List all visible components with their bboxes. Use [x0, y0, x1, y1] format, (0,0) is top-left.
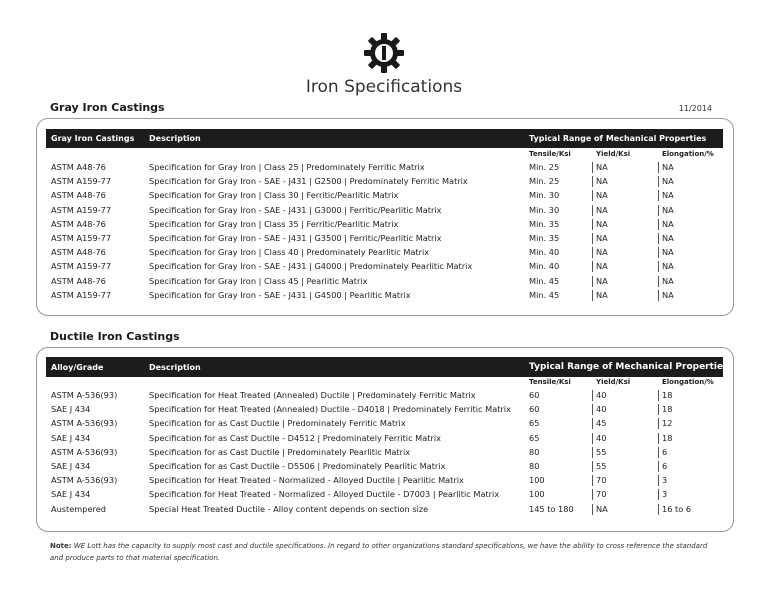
cell-grade: ASTM A159-77: [51, 176, 112, 187]
column-divider: [592, 390, 593, 401]
cell-yield: NA: [596, 162, 608, 172]
column-divider: [592, 504, 593, 515]
column-divider: [658, 162, 659, 173]
table-row: [0, 231, 768, 245]
cell-yield: NA: [596, 176, 608, 187]
ductile-table-header: [46, 357, 729, 377]
cell-yield: 70: [596, 489, 607, 500]
cell-elongation: 6: [662, 446, 668, 457]
cell-elongation: 12: [662, 418, 673, 429]
cell-grade: ASTM A159-77: [51, 261, 112, 272]
cell-elongation: NA: [662, 261, 674, 272]
cell-grade: SAE J 434: [51, 404, 91, 415]
cell-yield: NA: [596, 218, 608, 229]
column-divider: [658, 233, 659, 244]
cell-grade: SAE J 434: [51, 489, 91, 500]
ductile-subheader-tensile: Tensile/Ksi: [529, 378, 571, 386]
cell-elongation: NA: [662, 247, 674, 258]
cell-tensile: Min. 45: [529, 275, 560, 286]
cell-grade: ASTM A-536(93): [51, 418, 118, 429]
column-divider: [658, 247, 659, 258]
column-divider: [592, 261, 593, 272]
cell-tensile: Min. 30: [529, 190, 560, 201]
cell-description: Specification for Gray Iron - SAE - J431 | G4000 | Predominately Pearlitic Matrix: [149, 261, 473, 272]
column-divider: [592, 205, 593, 216]
table-row: [0, 502, 768, 516]
column-divider: [658, 176, 659, 187]
cell-grade: ASTM A159-77: [51, 233, 112, 243]
cell-elongation: NA: [662, 162, 674, 172]
cell-description: Specification for Gray Iron | Class 35 | Ferritic/Pearlitic Matrix: [149, 218, 399, 229]
table-row: [0, 459, 768, 473]
gray-subheader-tensile: Tensile/Ksi: [529, 150, 571, 158]
column-divider: [592, 433, 593, 444]
gray-subheader-elongation: Elongation/%: [662, 150, 714, 158]
cell-description: Specification for Gray Iron - SAE - J431 | G4500 | Pearlitic Matrix: [149, 289, 411, 300]
cell-yield: 55: [596, 446, 607, 457]
table-row: [0, 188, 768, 202]
cell-tensile: 65: [529, 432, 540, 443]
column-divider: [658, 461, 659, 472]
cell-elongation: NA: [662, 204, 674, 215]
cell-description: Specification for Heat Treated (Annealed) Ductile - D4018 | Predominately Ferritic Matrix: [149, 404, 511, 415]
ductile-header-description: Description: [149, 363, 201, 372]
column-divider: [592, 475, 593, 486]
cell-yield: NA: [596, 247, 608, 258]
footnote: [50, 540, 720, 564]
table-row: [0, 203, 768, 217]
column-divider: [592, 447, 593, 458]
cell-yield: 55: [596, 461, 607, 471]
column-divider: [592, 162, 593, 173]
column-divider: [658, 447, 659, 458]
column-divider: [658, 276, 659, 287]
column-divider: [658, 433, 659, 444]
cell-elongation: 16 to 6: [662, 503, 692, 514]
cell-yield: NA: [596, 190, 608, 201]
column-divider: [592, 276, 593, 287]
gray-header-grade: Gray Iron Castings: [51, 134, 135, 143]
cell-yield: 45: [596, 418, 607, 429]
cell-description: Specification for Gray Iron | Class 45 | Pearlitic Matrix: [149, 275, 368, 286]
column-divider: [592, 247, 593, 258]
cell-tensile: Min. 35: [529, 233, 560, 243]
cell-yield: 40: [596, 432, 607, 443]
column-divider: [658, 418, 659, 429]
table-row: [0, 445, 768, 459]
gray-header-properties: Typical Range of Mechanical Properties: [529, 134, 707, 143]
table-row: [0, 217, 768, 231]
column-divider: [592, 219, 593, 230]
column-divider: [658, 404, 659, 415]
column-divider: [592, 404, 593, 415]
cell-yield: 40: [596, 390, 607, 400]
cell-description: Specification for Heat Treated (Annealed) Ductile | Predominately Ferritic Matrix: [149, 390, 476, 400]
cell-yield: NA: [596, 289, 608, 300]
cell-tensile: 145 to 180: [529, 503, 574, 514]
column-divider: [592, 418, 593, 429]
gray-subheader-yield: Yield/Ksi: [596, 150, 631, 158]
cell-grade: SAE J 434: [51, 461, 91, 471]
cell-tensile: 80: [529, 446, 540, 457]
cell-description: Specification for Gray Iron - SAE - J431 | G2500 | Predominately Ferritic Matrix: [149, 176, 468, 187]
cell-tensile: 65: [529, 418, 540, 429]
cell-tensile: 60: [529, 390, 540, 400]
cell-elongation: NA: [662, 190, 674, 201]
cell-elongation: 18: [662, 390, 673, 400]
cell-elongation: NA: [662, 233, 674, 243]
cell-description: Specification for Gray Iron - SAE - J431 | G3000 | Ferritic/Pearlitic Matrix: [149, 204, 442, 215]
gray-header-description: Description: [149, 134, 201, 143]
cell-tensile: Min. 40: [529, 247, 560, 258]
cell-grade: ASTM A159-77: [51, 204, 112, 215]
cell-description: Special Heat Treated Ductile - Alloy content depends on section size: [149, 503, 429, 514]
cell-elongation: NA: [662, 176, 674, 187]
table-row: [0, 388, 768, 402]
cell-grade: SAE J 434: [51, 432, 91, 443]
document-title: Iron Specifications: [305, 77, 463, 97]
cell-elongation: 18: [662, 432, 673, 443]
cell-grade: ASTM A48-76: [51, 162, 106, 172]
cell-elongation: 3: [662, 475, 668, 486]
cell-grade: ASTM A48-76: [51, 190, 106, 201]
cell-elongation: NA: [662, 275, 674, 286]
cell-yield: 70: [596, 475, 607, 486]
ductile-subheader-elongation: Elongation/%: [662, 378, 714, 386]
table-row: [0, 473, 768, 487]
column-divider: [592, 489, 593, 500]
column-divider: [658, 290, 659, 301]
column-divider: [658, 190, 659, 201]
table-row: [0, 288, 768, 302]
table-row: [0, 487, 768, 501]
cell-yield: NA: [596, 233, 608, 243]
table-row: [0, 259, 768, 273]
column-divider: [658, 390, 659, 401]
cell-description: Specification for as Cast Ductile - D4512 | Predominately Ferritic Matrix: [149, 432, 441, 443]
table-row: [0, 274, 768, 288]
cell-description: Specification for Gray Iron - SAE - J431 | G3500 | Ferritic/Pearlitic Matrix: [149, 233, 442, 243]
column-divider: [658, 261, 659, 272]
column-divider: [592, 176, 593, 187]
column-divider: [592, 190, 593, 201]
table-row: [0, 160, 768, 174]
column-divider: [658, 504, 659, 515]
cell-description: Specification for as Cast Ductile | Predominately Ferritic Matrix: [149, 418, 406, 429]
cell-elongation: NA: [662, 218, 674, 229]
cell-tensile: 100: [529, 489, 545, 500]
cell-grade: ASTM A48-76: [51, 247, 106, 258]
cell-tensile: Min. 35: [529, 218, 560, 229]
cell-tensile: Min. 45: [529, 289, 560, 300]
document-date: 11/2014: [678, 104, 712, 113]
cell-grade: ASTM A48-76: [51, 218, 106, 229]
table-row: [0, 416, 768, 430]
cell-elongation: 6: [662, 461, 668, 471]
footnote-text: WE Lott has the capacity to supply most cast and ductile specifications. In regard to other organizations standard specifications, we have the ability to cross reference the standard and produce parts to that material specification.: [50, 542, 708, 562]
cell-grade: ASTM A-536(93): [51, 475, 118, 486]
cell-tensile: 60: [529, 404, 540, 415]
footnote-label: Note:: [50, 542, 72, 550]
ductile-section-heading: Ductile Iron Castings: [50, 330, 180, 343]
column-divider: [592, 233, 593, 244]
gray-section-heading: Gray Iron Castings: [50, 101, 165, 114]
column-divider: [658, 219, 659, 230]
table-row: [0, 431, 768, 445]
cell-description: Specification for Gray Iron | Class 30 | Ferritic/Pearlitic Matrix: [149, 190, 399, 201]
cell-grade: ASTM A159-77: [51, 289, 112, 300]
cell-description: Specification for as Cast Ductile | Predominately Pearlitic Matrix: [149, 446, 411, 457]
table-row: [0, 174, 768, 188]
cell-yield: 40: [596, 404, 607, 415]
table-row: [0, 402, 768, 416]
cell-elongation: 18: [662, 404, 673, 415]
cell-description: Specification for as Cast Ductile - D5506 | Predominately Pearlitic Matrix: [149, 461, 446, 471]
column-divider: [658, 475, 659, 486]
cell-tensile: Min. 40: [529, 261, 560, 272]
cell-yield: NA: [596, 204, 608, 215]
cell-description: Specification for Heat Treated - Normalized - Alloyed Ductile | Pearlitic Matrix: [149, 475, 464, 486]
cell-tensile: Min. 30: [529, 204, 560, 215]
cell-tensile: Min. 25: [529, 162, 560, 172]
column-divider: [592, 290, 593, 301]
cell-yield: NA: [596, 261, 608, 272]
cell-description: Specification for Gray Iron | Class 40 | Predominately Pearlitic Matrix: [149, 247, 430, 258]
cell-grade: ASTM A48-76: [51, 275, 106, 286]
cell-yield: NA: [596, 503, 608, 514]
cell-elongation: 3: [662, 489, 668, 500]
ductile-subheader-yield: Yield/Ksi: [596, 378, 631, 386]
cell-grade: Austempered: [51, 503, 106, 514]
ductile-header-properties: Typical Range of Mechanical Properties: [529, 362, 729, 372]
column-divider: [658, 205, 659, 216]
table-row: [0, 245, 768, 259]
cell-tensile: Min. 25: [529, 176, 560, 187]
cell-yield: NA: [596, 275, 608, 286]
cell-grade: ASTM A-536(93): [51, 446, 118, 457]
ductile-header-grade: Alloy/Grade: [51, 363, 104, 372]
cell-tensile: 80: [529, 461, 540, 471]
cell-tensile: 100: [529, 475, 545, 486]
cell-grade: ASTM A-536(93): [51, 390, 118, 400]
cell-elongation: NA: [662, 289, 674, 300]
cell-description: Specification for Heat Treated - Normalized - Alloyed Ductile - D7003 | Pearlitic Matrix: [149, 489, 500, 500]
cell-description: Specification for Gray Iron | Class 25 | Predominately Ferritic Matrix: [149, 162, 425, 172]
gear-bolt-logo-icon: [363, 32, 405, 74]
column-divider: [658, 489, 659, 500]
column-divider: [592, 461, 593, 472]
gray-table-header: [46, 129, 723, 148]
